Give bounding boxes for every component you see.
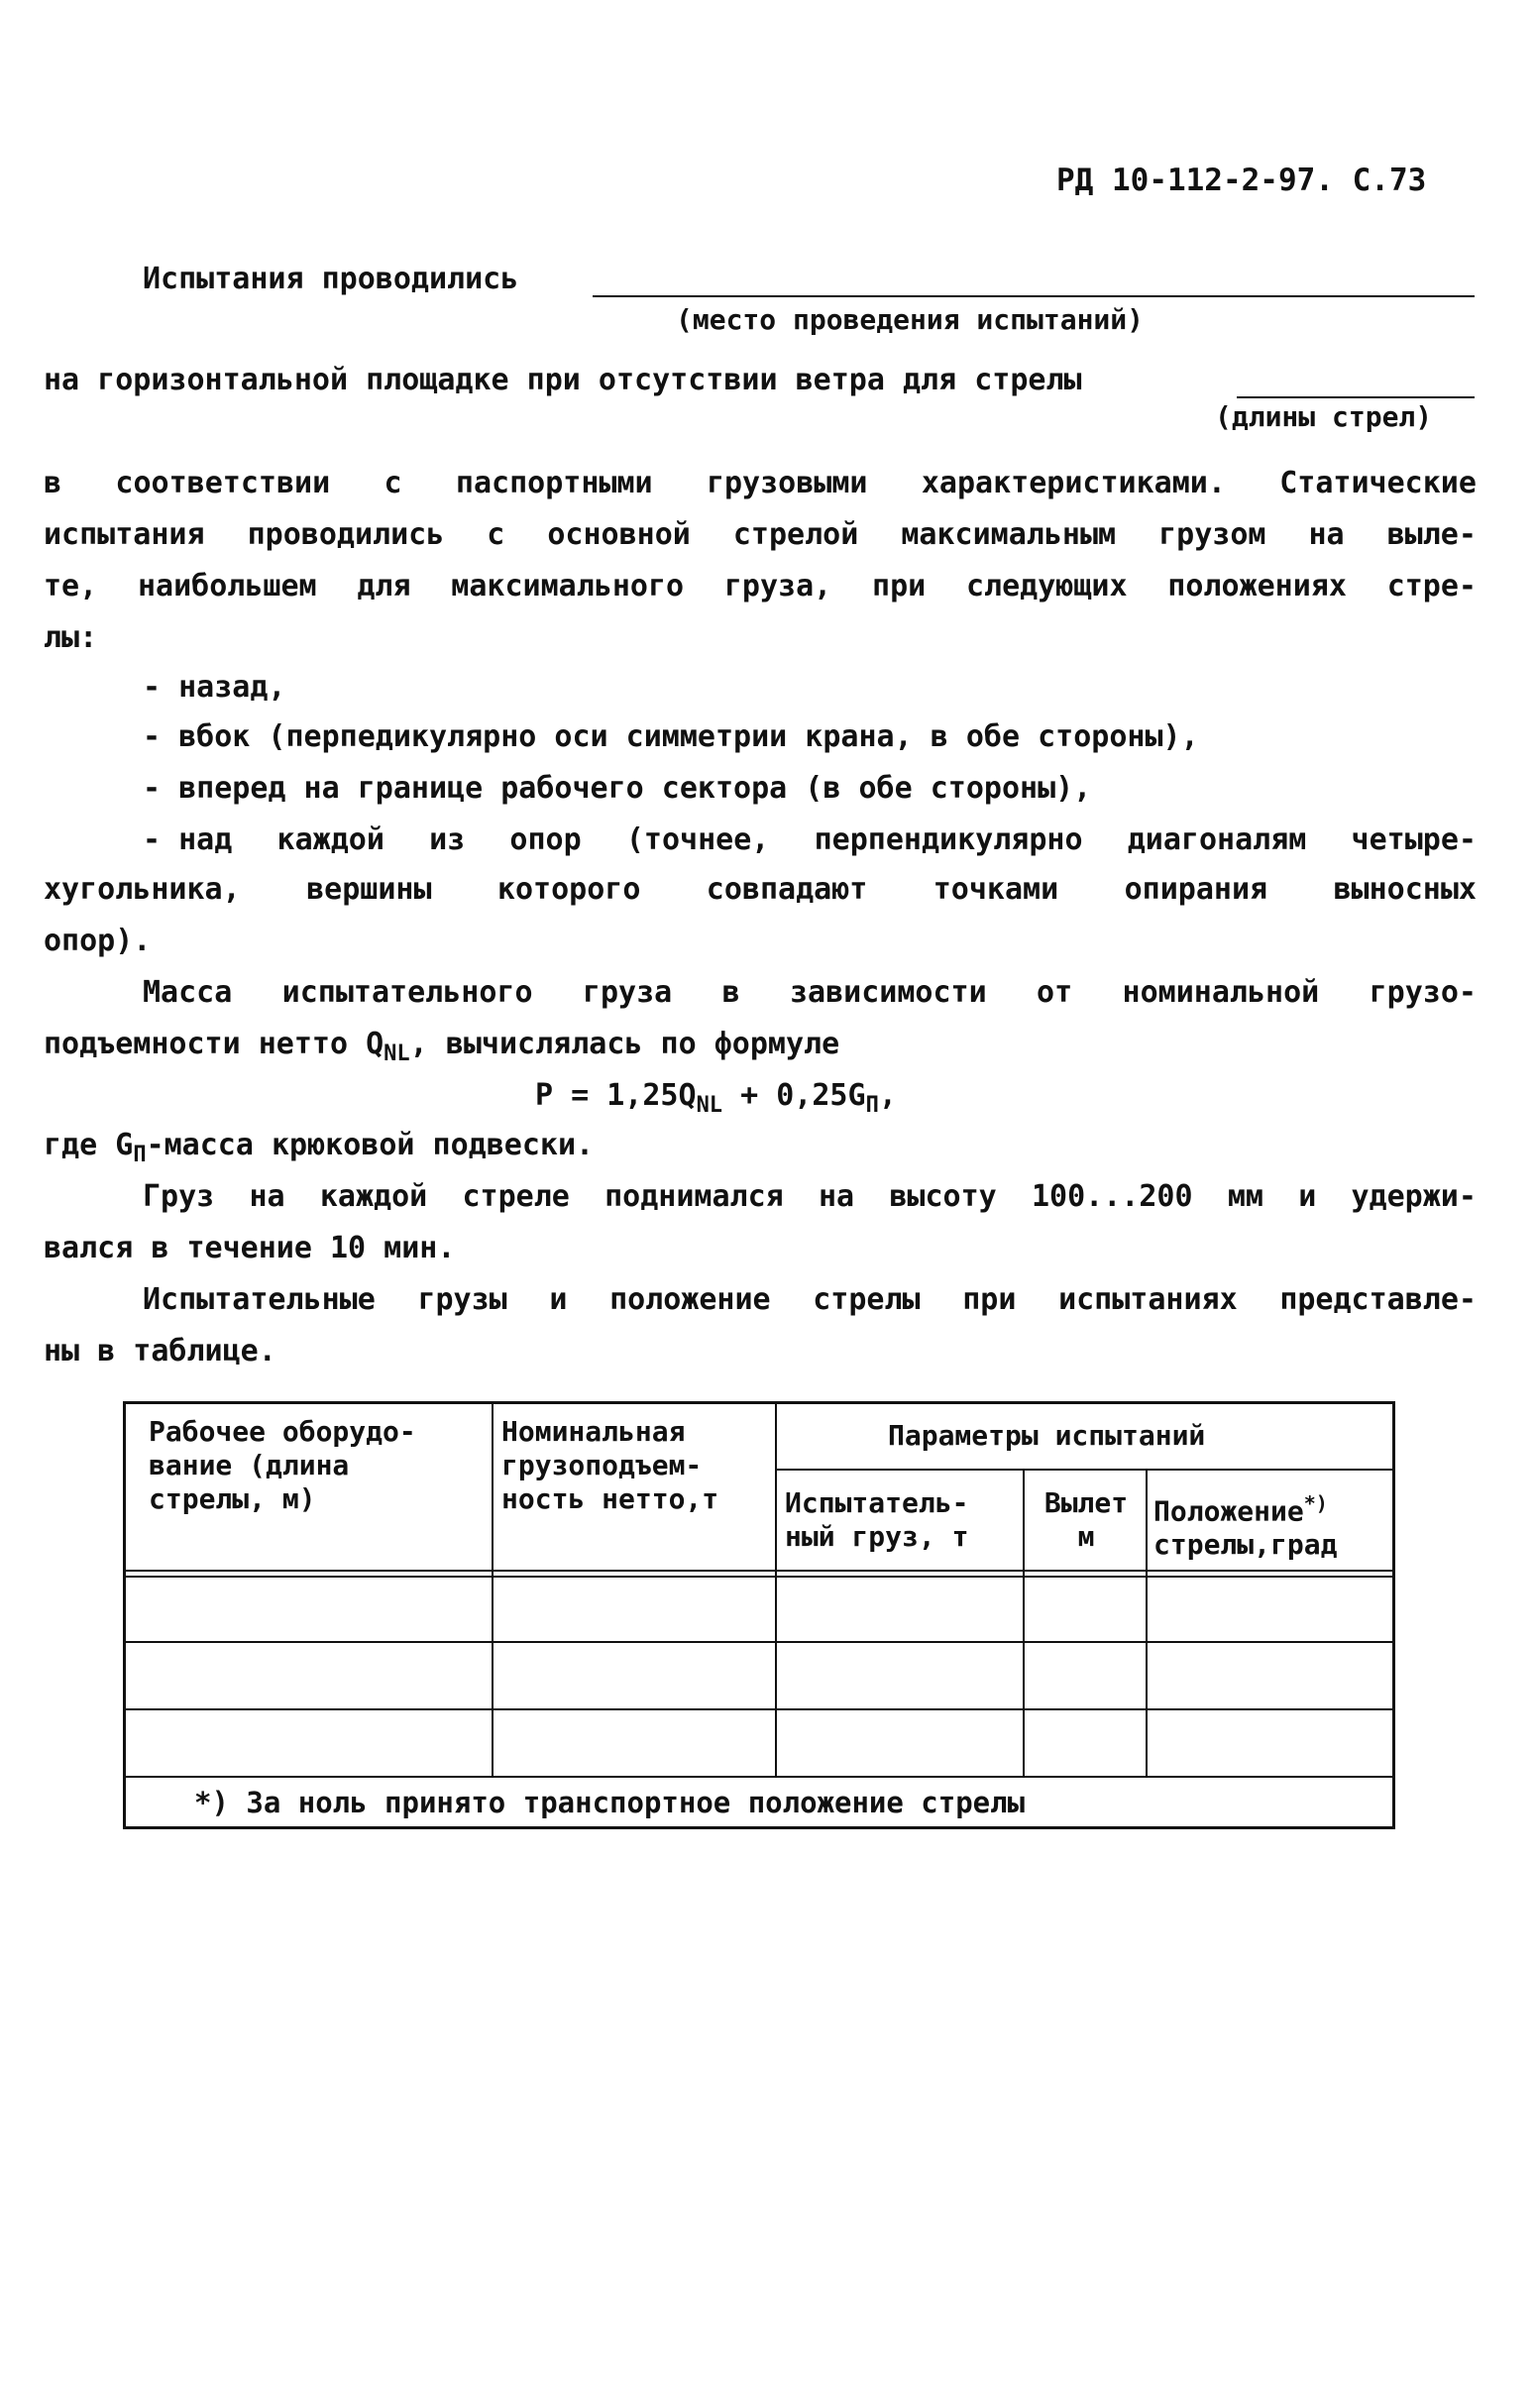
header-separator-top (123, 1570, 1395, 1572)
header-boom-position: Положение*) стрелы,град (1153, 1491, 1338, 1562)
divider-col1 (492, 1401, 494, 1778)
lift-line1: Груз на каждой стреле поднимался на высоту 100...200 мм и удержи- (143, 1179, 1477, 1214)
position-item-over-support-line1: - над каждой из опор (точнее, перпендикулярно диагоналям четыре- (143, 822, 1477, 857)
table-bottom-border (123, 1826, 1395, 1829)
table-intro-line2: ны в таблице. (44, 1334, 276, 1368)
row-line-1 (123, 1641, 1395, 1643)
place-blank-line (593, 295, 1475, 297)
row-line-3 (123, 1776, 1395, 1778)
load-formula: $P = 1,25Q_{NL} + 0,25G_П$, (535, 1078, 897, 1118)
position-item-over-support-line2: хугольника, вершины которого совпадают точками опирания выносных (44, 872, 1477, 907)
position-item-front: - вперед на границе рабочего сектора (в обе стороны), (143, 771, 1092, 806)
header-test-load: Испытатель- ный груз, т (785, 1486, 969, 1553)
table-left-border (123, 1401, 126, 1829)
header-equipment: Рабочее оборудо- вание (длина стрелы, м) (149, 1415, 416, 1515)
footnote-mark: *) (1303, 1491, 1328, 1515)
position-item-side: - вбок (перпедикулярно оси симметрии крана, в обе стороны), (143, 719, 1199, 754)
divider-col4 (1146, 1471, 1148, 1778)
table-right-border (1392, 1401, 1395, 1829)
header-nominal-capacity: Номинальная грузоподъем- ность нетто,т (501, 1415, 719, 1515)
boom-caption: (длины стрел) (1215, 400, 1433, 433)
row-line-2 (123, 1708, 1395, 1710)
header-separator-bottom (123, 1576, 1395, 1578)
divider-col2 (775, 1401, 777, 1778)
horizontal-site-text: на горизонтальной площадке при отсутствии ветра для стрелы (44, 363, 1082, 397)
para1-line2: испытания проводились с основной стрелой максимальным грузом на выле- (44, 517, 1477, 552)
header-test-parameters: Параметры испытаний (888, 1419, 1206, 1452)
table-top-border (123, 1401, 1395, 1404)
para1-line3: те, наибольшем для максимального груза, при следующих положениях стре- (44, 569, 1477, 603)
table-footnote: *) За ноль принято транспортное положение стрелы (194, 1786, 1026, 1819)
page-reference: РД 10-112-2-97. С.73 (1056, 163, 1427, 198)
para1-line4: лы: (44, 620, 98, 655)
divider-col3 (1023, 1471, 1025, 1778)
group-header-underline (775, 1469, 1395, 1471)
position-item-back: - назад, (143, 670, 286, 705)
table-intro-line1: Испытательные грузы и положение стрелы при испытаниях представле- (143, 1282, 1477, 1317)
para1-line1: в соответствии с паспортными грузовыми характеристиками. Статические (44, 466, 1477, 500)
boom-blank-line (1237, 396, 1475, 398)
mass-line1: Масса испытательного груза в зависимости от номинальной грузо- (143, 975, 1477, 1010)
hook-mass-definition: где $G_П$-масса крюковой подвески. (44, 1128, 595, 1167)
lift-line2: вался в течение 10 мин. (44, 1231, 456, 1265)
header-outreach: Вылет м (1043, 1486, 1129, 1553)
place-caption: (место проведения испытаний) (676, 303, 1145, 336)
mass-line2: подъемности нетто $Q_{NL}$, вычислялась по формуле (44, 1027, 840, 1066)
tests-held-label: Испытания проводились (143, 262, 519, 296)
position-item-over-support-line3: опор). (44, 924, 152, 958)
